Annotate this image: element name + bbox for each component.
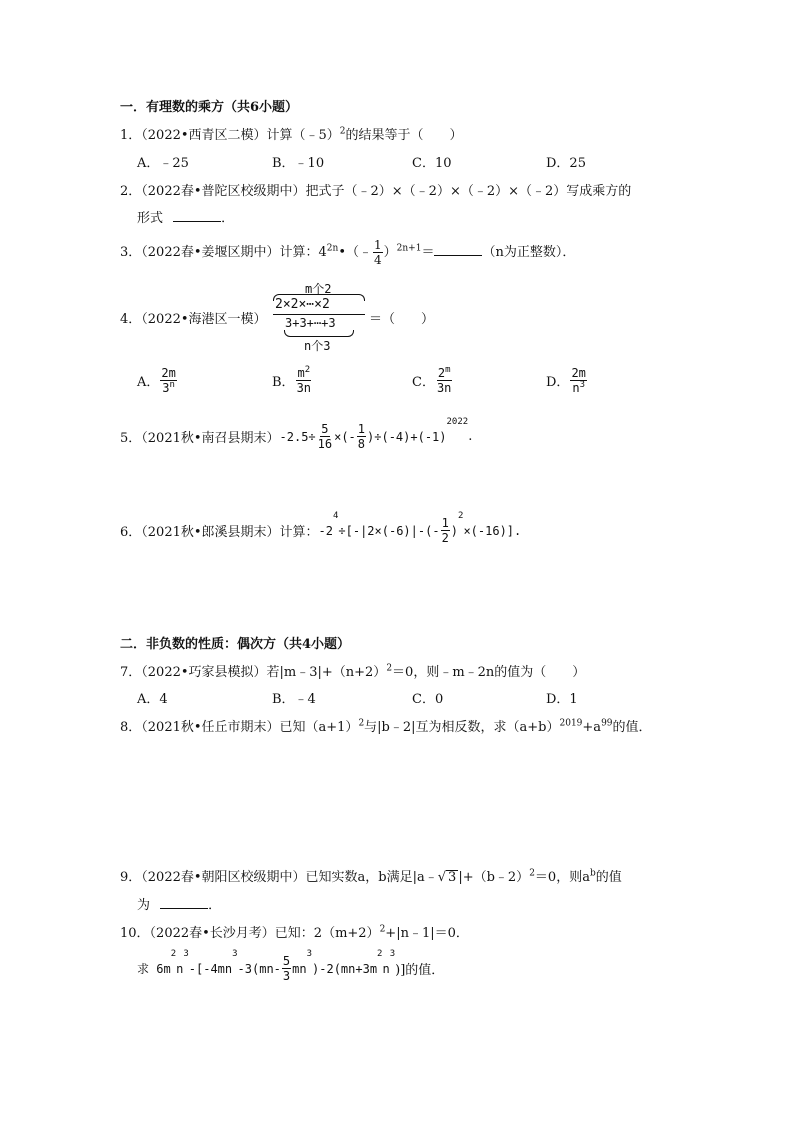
q3-frac-den: 4 <box>374 253 382 267</box>
q3-frac-num: 1 <box>374 238 382 252</box>
q10-l2-g: n <box>382 961 390 976</box>
q7-tail: ＝0，则﹣m﹣2n的值为（ ） <box>392 665 586 680</box>
q8-tail: 的值． <box>612 720 652 735</box>
q3-tail: （n为正整数）． <box>482 245 576 260</box>
q4-option-b <box>272 366 313 395</box>
q4-bottom-label: n个3 <box>304 339 331 353</box>
q10-fraction <box>282 954 291 983</box>
q4-b-num: $m^2$ <box>297 365 311 380</box>
q9-tail: 的值 <box>595 870 622 885</box>
q8-exp-1: 2 <box>358 718 365 729</box>
question-10 <box>120 922 469 941</box>
q5-expr-1: -2.5÷ <box>279 429 316 444</box>
q4-b-den: 3n <box>296 381 312 395</box>
q8-exp-3: 99 <box>601 718 613 729</box>
q4-option-a <box>137 366 178 395</box>
question-2: 2．（2022春•普陀区校级期中）把式子（﹣2）×（﹣2）×（﹣2）×（﹣2）写成乘方的 <box>120 184 632 199</box>
q4-d-num: 2m <box>571 366 586 380</box>
question-9 <box>120 866 622 885</box>
sqrt-icon: √ <box>437 870 447 885</box>
q3-fraction <box>373 238 383 267</box>
q10-text: 10．（2022春•长沙月考）已知：2（m+2） <box>120 926 380 941</box>
q4-option-d <box>546 366 588 395</box>
q4-b-fraction <box>296 366 312 395</box>
q1-option-c: C．10 <box>412 156 452 171</box>
q5-fraction-1 <box>317 422 333 451</box>
q5-end: . <box>468 429 473 444</box>
q4-d-den: $n^3$ <box>572 380 585 395</box>
q6-expr-3: ) <box>450 523 459 538</box>
q4-d-fraction <box>570 366 586 395</box>
q4-bottom-brace <box>284 330 354 337</box>
q5-f1-den: 16 <box>317 437 333 451</box>
q9-mid2: ＝0，则a <box>534 870 590 885</box>
question-2-line-2: 形式 ． <box>137 211 235 226</box>
q4-a-num: 2m <box>161 366 176 380</box>
q4-top-label: m个2 <box>305 282 332 296</box>
q2-line2: 形式 <box>137 211 164 226</box>
q9-mid: |+（b﹣2） <box>458 870 530 885</box>
q7-exponent: 2 <box>386 663 393 674</box>
section-2-title: 二．非负数的性质：偶次方（共4小题） <box>120 637 351 652</box>
q3-mid: •（﹣ <box>338 245 372 260</box>
q1-tail: 的结果等于（ ） <box>345 128 463 143</box>
q6-expr-2: ÷[-|2×(-6)|-(- <box>338 523 440 538</box>
q10-l2-b: n <box>176 961 184 976</box>
q3-exp-2: 2n+1 <box>396 243 422 254</box>
q9-answer-blank <box>160 896 208 909</box>
q5-expr-2: ×(- <box>334 429 356 444</box>
section-1-title: 一．有理数的乘方（共6小题） <box>120 100 299 115</box>
q4-tail: ＝（ ） <box>369 312 435 327</box>
q10-exponent: 2 <box>379 924 386 935</box>
q6-expr-1: -2 <box>318 523 333 538</box>
q7-text: 7．（2022•巧家县模拟）若|m﹣3|+（n+2） <box>120 665 387 680</box>
q7-option-d: D．1 <box>546 692 578 707</box>
q4-denominator: 3+3+⋯+3 <box>285 316 336 330</box>
q9-exp-1: 2 <box>529 868 535 879</box>
q1-option-a: A．﹣25 <box>137 156 189 171</box>
question-10-line-2: 求 6m 2 n 3 -[-4mn 3 -3(mn- $\frac{5}{3}$ mn 3 )-2(mn+3m 2 n 3 )]的值． <box>137 949 445 983</box>
q4-option-c <box>412 366 453 395</box>
q4-numerator: 2×2×⋯×2 <box>275 297 330 312</box>
q10-l2-h: )]的值． <box>395 963 445 978</box>
q1-option-d: D．25 <box>546 156 586 171</box>
q7-option-c: C．0 <box>412 692 444 707</box>
q9-exp-2: b <box>589 868 596 879</box>
q8-mid: 与|b﹣2|互为相反数，求（a+b） <box>364 720 560 735</box>
q3-exp-1: 2n <box>326 243 339 254</box>
q3-prefix: 3．（2022春•姜堰区期中）计算：4 <box>120 245 327 260</box>
question-9-line-2: 为 ． <box>137 898 222 913</box>
q10-l2-f: )-2(mn+3m <box>312 961 378 976</box>
q6-prefix: 6．（2021秋•郎溪县期末）计算： <box>120 525 319 540</box>
q4-a-fraction <box>160 366 176 395</box>
q6-fraction <box>441 516 450 545</box>
q5-f2-num: 1 <box>357 422 366 436</box>
q4-a-den: 3$^n$ <box>162 380 175 395</box>
q5-expr-3: )÷(-4)+(-1) <box>367 429 447 444</box>
q1-text: 1．（2022•西青区二模）计算（﹣5） <box>120 128 340 143</box>
q9-sqrt-value: 3 <box>448 870 457 885</box>
q3-eq: ＝ <box>421 245 435 260</box>
question-6: 6．（2021秋•郎溪县期末）计算： -2 4 ÷[-|2×(-6)|-(- $\frac{1}{2}$ ) 2 ×(-16)]. <box>120 511 522 545</box>
q10-l2-e: mn <box>292 961 307 976</box>
q9-prefix: 9．（2022春•朝阳区校级期中）已知实数a，b满足|a﹣ <box>120 870 438 885</box>
q8-mid2: +a <box>582 720 602 735</box>
q6-f-num: 1 <box>441 516 449 530</box>
q4-c-num: 2$^m$ <box>437 365 451 380</box>
q7-option-a: A．4 <box>137 692 168 707</box>
q4-c-den: 3n <box>436 381 452 395</box>
q4-a-letter: A． <box>137 375 160 390</box>
q9-line2: 为 <box>137 898 151 913</box>
q3-close: ） <box>383 245 397 260</box>
question-7 <box>120 661 585 680</box>
q10-l2-d: -3(mn- <box>237 961 281 976</box>
q10-tail: +|n﹣1|＝0． <box>385 926 469 941</box>
q1-exponent: 2 <box>339 126 346 137</box>
question-5: 5．（2021秋•南召县期末） -2.5÷ $\frac{5}{16}$ ×(- $\frac{1}{8}$ )÷(-4)+(-1) 2022 . <box>120 417 473 451</box>
q2-answer-blank <box>173 209 221 222</box>
q4-fraction-bar <box>273 314 365 315</box>
q1-option-b: B．﹣10 <box>272 156 325 171</box>
q10-f-den: 3 <box>282 969 291 983</box>
q8-exp-2: 2019 <box>559 718 583 729</box>
q7-option-b: B．﹣4 <box>272 692 316 707</box>
question-1 <box>120 124 463 143</box>
q10-l2-a: 求 6m <box>137 962 171 976</box>
q10-l2-c: -[-4mn <box>188 961 233 976</box>
q4-c-fraction <box>436 366 452 395</box>
q5-f1-num: 5 <box>321 422 329 436</box>
q5-fraction-2 <box>357 422 366 451</box>
q3-answer-blank <box>434 243 482 256</box>
q6-expr-4: ×(-16)]. <box>463 523 522 538</box>
q4-c-letter: C． <box>412 375 435 390</box>
q5-f2-den: 8 <box>357 437 366 451</box>
q8-text: 8．（2021秋•任丘市期末）已知（a+1） <box>120 720 359 735</box>
q6-f-den: 2 <box>441 531 449 545</box>
q4-d-letter: D． <box>546 375 570 390</box>
question-4-prefix: 4．（2022•海港区一模） <box>120 312 267 327</box>
q5-prefix: 5．（2021秋•南召县期末） <box>120 431 280 446</box>
q4-b-letter: B． <box>272 375 295 390</box>
question-8 <box>120 716 652 735</box>
q10-f-num: 5 <box>282 954 291 968</box>
question-3 <box>120 238 575 267</box>
